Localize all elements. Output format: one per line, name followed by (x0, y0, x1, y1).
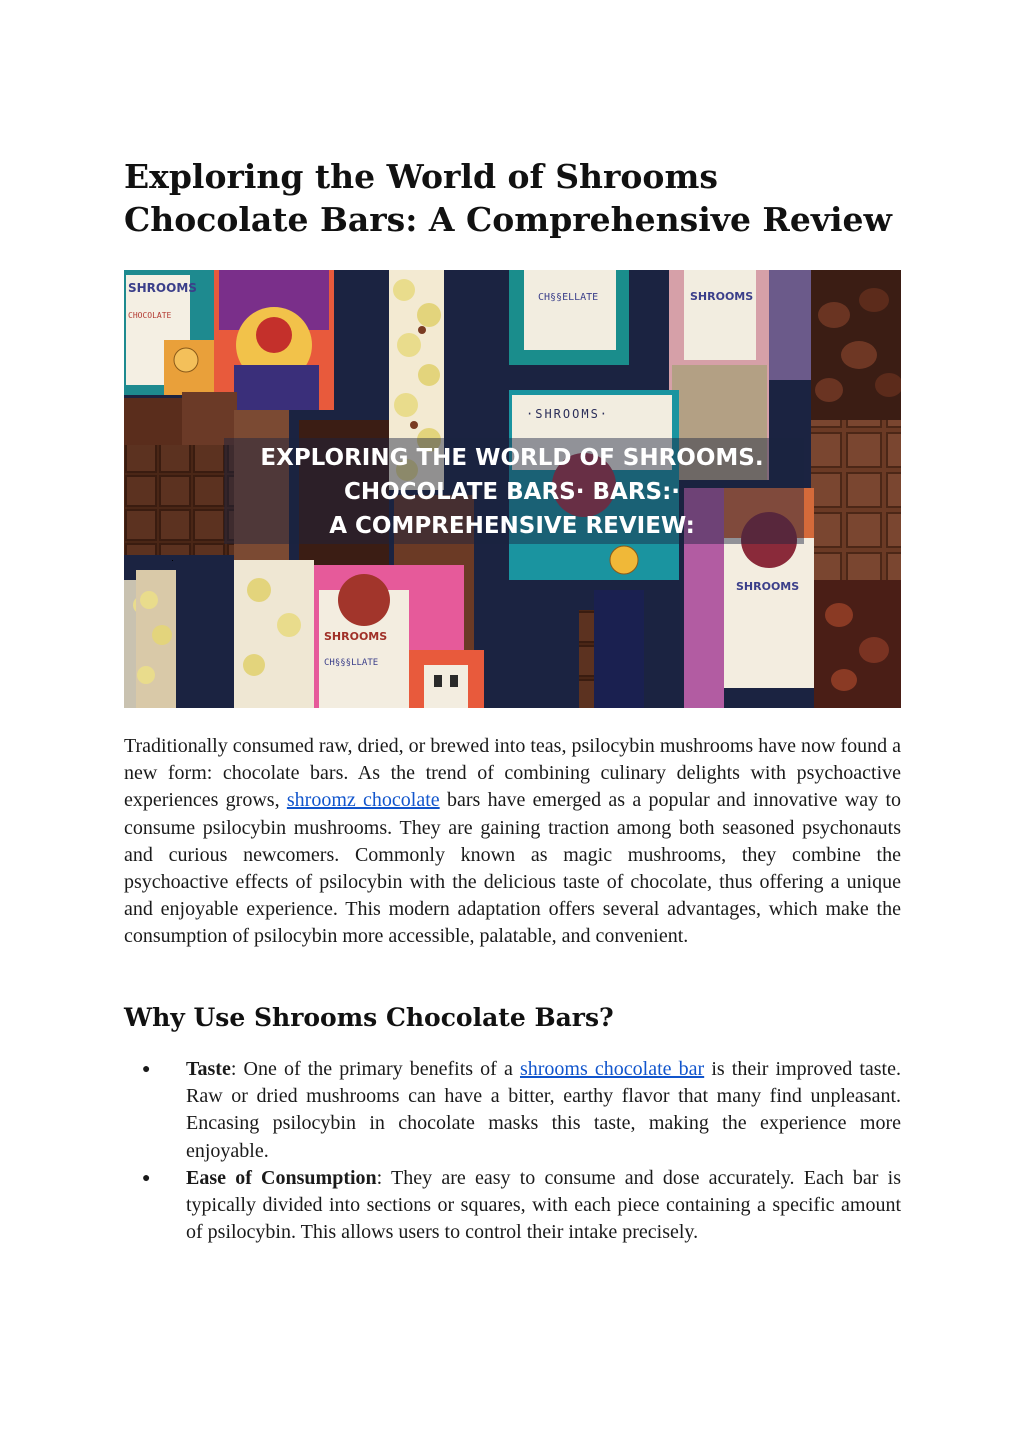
hero-overlay-line1: EXPLORING THE WORLD OF SHROOMS. (260, 445, 764, 471)
bullet-icon: ● (142, 1170, 151, 1186)
intro-text-part2: bars have emerged as a popular and innovative way to consume psilocybin mushrooms. They are gaining traction among both seasoned psychonauts and curious newcomers. Commonly known as magic mushrooms, they combine the psychoactive effects of psilocybin with the delicious taste of chocolate, thus offering a unique and enjoyable experience. This modern adaptation offers several advantages, which make the consumption of psilocybin more accessible, palatable, and convenient. (124, 789, 901, 948)
package-brand-text: SHROOMS (690, 290, 754, 303)
bullet-icon: ● (142, 1062, 151, 1077)
intro-text-part1: Traditionally consumed raw, dried, or brewed into teas, psilocybin mushrooms have now found a new form: chocolate bars. As the trend of combining culinary delights with psychoactive experiences grows, (124, 735, 901, 812)
package-brand-text: ·SHROOMS· (526, 407, 610, 421)
package-label-text: CH§§ELLATE (538, 292, 599, 303)
package-brand-text: SHROOMS (128, 281, 197, 295)
benefit-text-part1: : One of the primary benefits of a (230, 1058, 520, 1080)
hero-illustration (124, 270, 901, 708)
article-title: Exploring the World of Shrooms Chocolate Bars: A Comprehensive Review (124, 157, 892, 239)
list-item (124, 1056, 901, 1165)
package-label-text: CH§§§LLATE (324, 658, 379, 668)
package-brand-text: SHROOMS (736, 580, 800, 593)
shrooms-chocolate-bar-link[interactable]: shrooms chocolate bar (519, 1058, 705, 1080)
section-heading: Why Use Shrooms Chocolate Bars? (124, 1003, 614, 1032)
benefit-text: : They are easy to consume and dose accurately. Each bar is typically divided into sections or squares, with each piece containing a specific amount of psilocybin. This allows users to control their intake precisely. (186, 1166, 901, 1244)
package-label-text: CHOCOLATE (128, 311, 172, 320)
benefit-text-part2: is their improved taste. Raw or dried mushrooms can have a bitter, earthy flavor that many find unpleasant. Encasing psilocybin in chocolate masks this taste, making the experience more enjoyable. (186, 1058, 901, 1162)
benefit-term: Ease of Consumption (186, 1166, 377, 1189)
list-item (124, 1165, 901, 1247)
package-brand-text: SHROOMS (324, 630, 388, 643)
benefits-list (124, 1056, 901, 1246)
intro-paragraph (124, 733, 901, 951)
hero-overlay-line2: CHOCOLATE BARS· BARS:· (343, 479, 681, 505)
hero-overlay-line3: A COMPREHENSIVE REVIEW: (329, 513, 695, 539)
benefit-term: Taste (186, 1058, 231, 1080)
shroomz-chocolate-link[interactable]: shroomz chocolate (286, 789, 440, 812)
hero-image (124, 270, 901, 708)
